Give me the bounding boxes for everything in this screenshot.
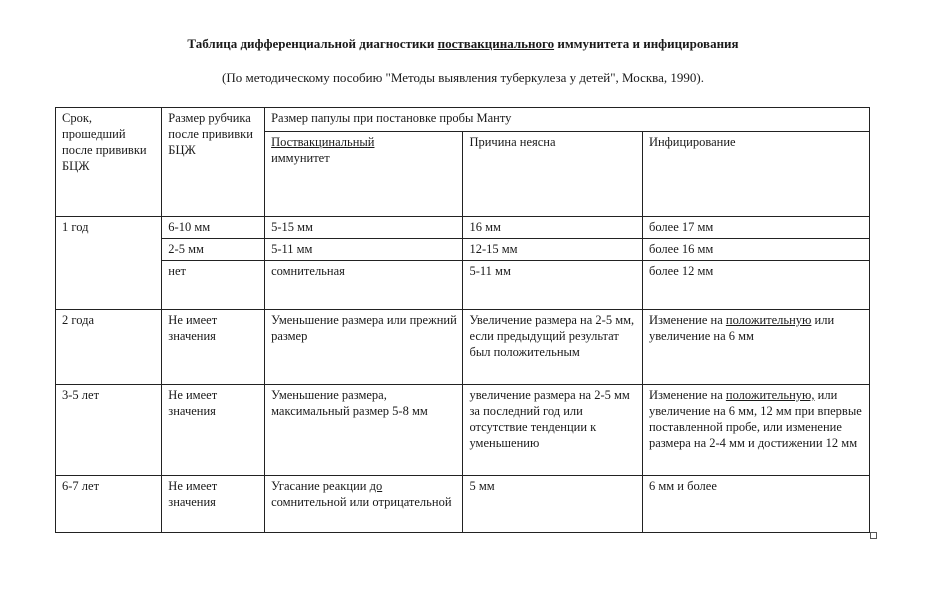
row-infection-a: Изменение на (648, 313, 723, 327)
row-unclear: 5 мм (463, 476, 643, 533)
table-row (56, 385, 870, 476)
header-post-vaccinal-line1: Поствакцинальный (271, 135, 375, 149)
row-infection: более 12 мм (642, 261, 869, 310)
row-unclear: 12-15 мм (463, 239, 643, 261)
row-term: 2 года (56, 310, 162, 385)
row-infection-b: или увеличение на 6 мм (648, 313, 835, 343)
header-row-1 (56, 108, 870, 132)
row-scar: Не имеет значения (162, 476, 265, 533)
row-post-a: Угасание реакции (271, 479, 367, 493)
header-unclear: Причина неясна (463, 132, 643, 217)
row-scar: 2-5 мм (162, 239, 265, 261)
table-row (56, 239, 870, 261)
row-post: Уменьшение размера, максимальный размер 5-8 мм (265, 385, 463, 476)
row-infection: более 16 мм (642, 239, 869, 261)
row-term: 1 год (56, 217, 162, 310)
row-post (265, 476, 463, 533)
document-title (0, 36, 926, 52)
title-underlined: поствакцинального (437, 36, 555, 51)
row-scar: Не имеет значения (162, 310, 265, 385)
row-infection-a: Изменение на (648, 388, 723, 402)
header-infection: Инфицирование (642, 132, 869, 217)
header-post-vaccinal (265, 132, 463, 217)
row-infection-b: или увеличение на 6 мм, 12 мм при впервые поставленной пробе, или изменение размера на 2-4 мм и достижении 12 мм (648, 388, 862, 450)
row-term: 6-7 лет (56, 476, 162, 533)
header-term: Срок, прошедший после прививки БЦЖ (56, 108, 162, 217)
row-scar: нет (162, 261, 265, 310)
row-post-underlined: до (369, 479, 383, 493)
table-resize-handle-icon (870, 532, 877, 539)
row-scar: Не имеет значения (162, 385, 265, 476)
document-subtitle: (По методическому пособию "Методы выявления туберкулеза у детей", Москва, 1990). (222, 70, 704, 85)
row-infection-underlined: положительную (725, 313, 812, 327)
row-post: Уменьшение размера или прежний размер (265, 310, 463, 385)
row-term: 3-5 лет (56, 385, 162, 476)
header-papule: Размер папулы при постановке пробы Манту (265, 108, 870, 132)
row-unclear: 16 мм (463, 217, 643, 239)
row-scar: 6-10 мм (162, 217, 265, 239)
row-unclear: Увеличение размера на 2-5 мм, если предыдущий результат был положительным (463, 310, 643, 385)
row-unclear: увеличение размера на 2-5 мм за последний год или отсутствие тенденции к уменьшению (463, 385, 643, 476)
row-infection: 6 мм и более (642, 476, 869, 533)
table-row (56, 217, 870, 239)
row-post: 5-15 мм (265, 217, 463, 239)
row-post: сомнительная (265, 261, 463, 310)
row-post-b: сомнительной или отрицательной (271, 495, 452, 509)
header-scar: Размер рубчика после прививки БЦЖ (162, 108, 265, 217)
table-row (56, 476, 870, 533)
row-infection (642, 385, 869, 476)
header-post-vaccinal-line2: иммунитет (271, 151, 330, 165)
row-unclear: 5-11 мм (463, 261, 643, 310)
table-row (56, 261, 870, 310)
row-post: 5-11 мм (265, 239, 463, 261)
row-infection (642, 310, 869, 385)
table-row (56, 310, 870, 385)
diagnostics-table (55, 107, 870, 533)
row-infection-underlined: положительную, (725, 388, 815, 402)
row-infection: более 17 мм (642, 217, 869, 239)
title-prefix: Таблица дифференциальной диагностики (187, 36, 435, 51)
title-suffix: иммунитета и инфицирования (557, 36, 739, 51)
